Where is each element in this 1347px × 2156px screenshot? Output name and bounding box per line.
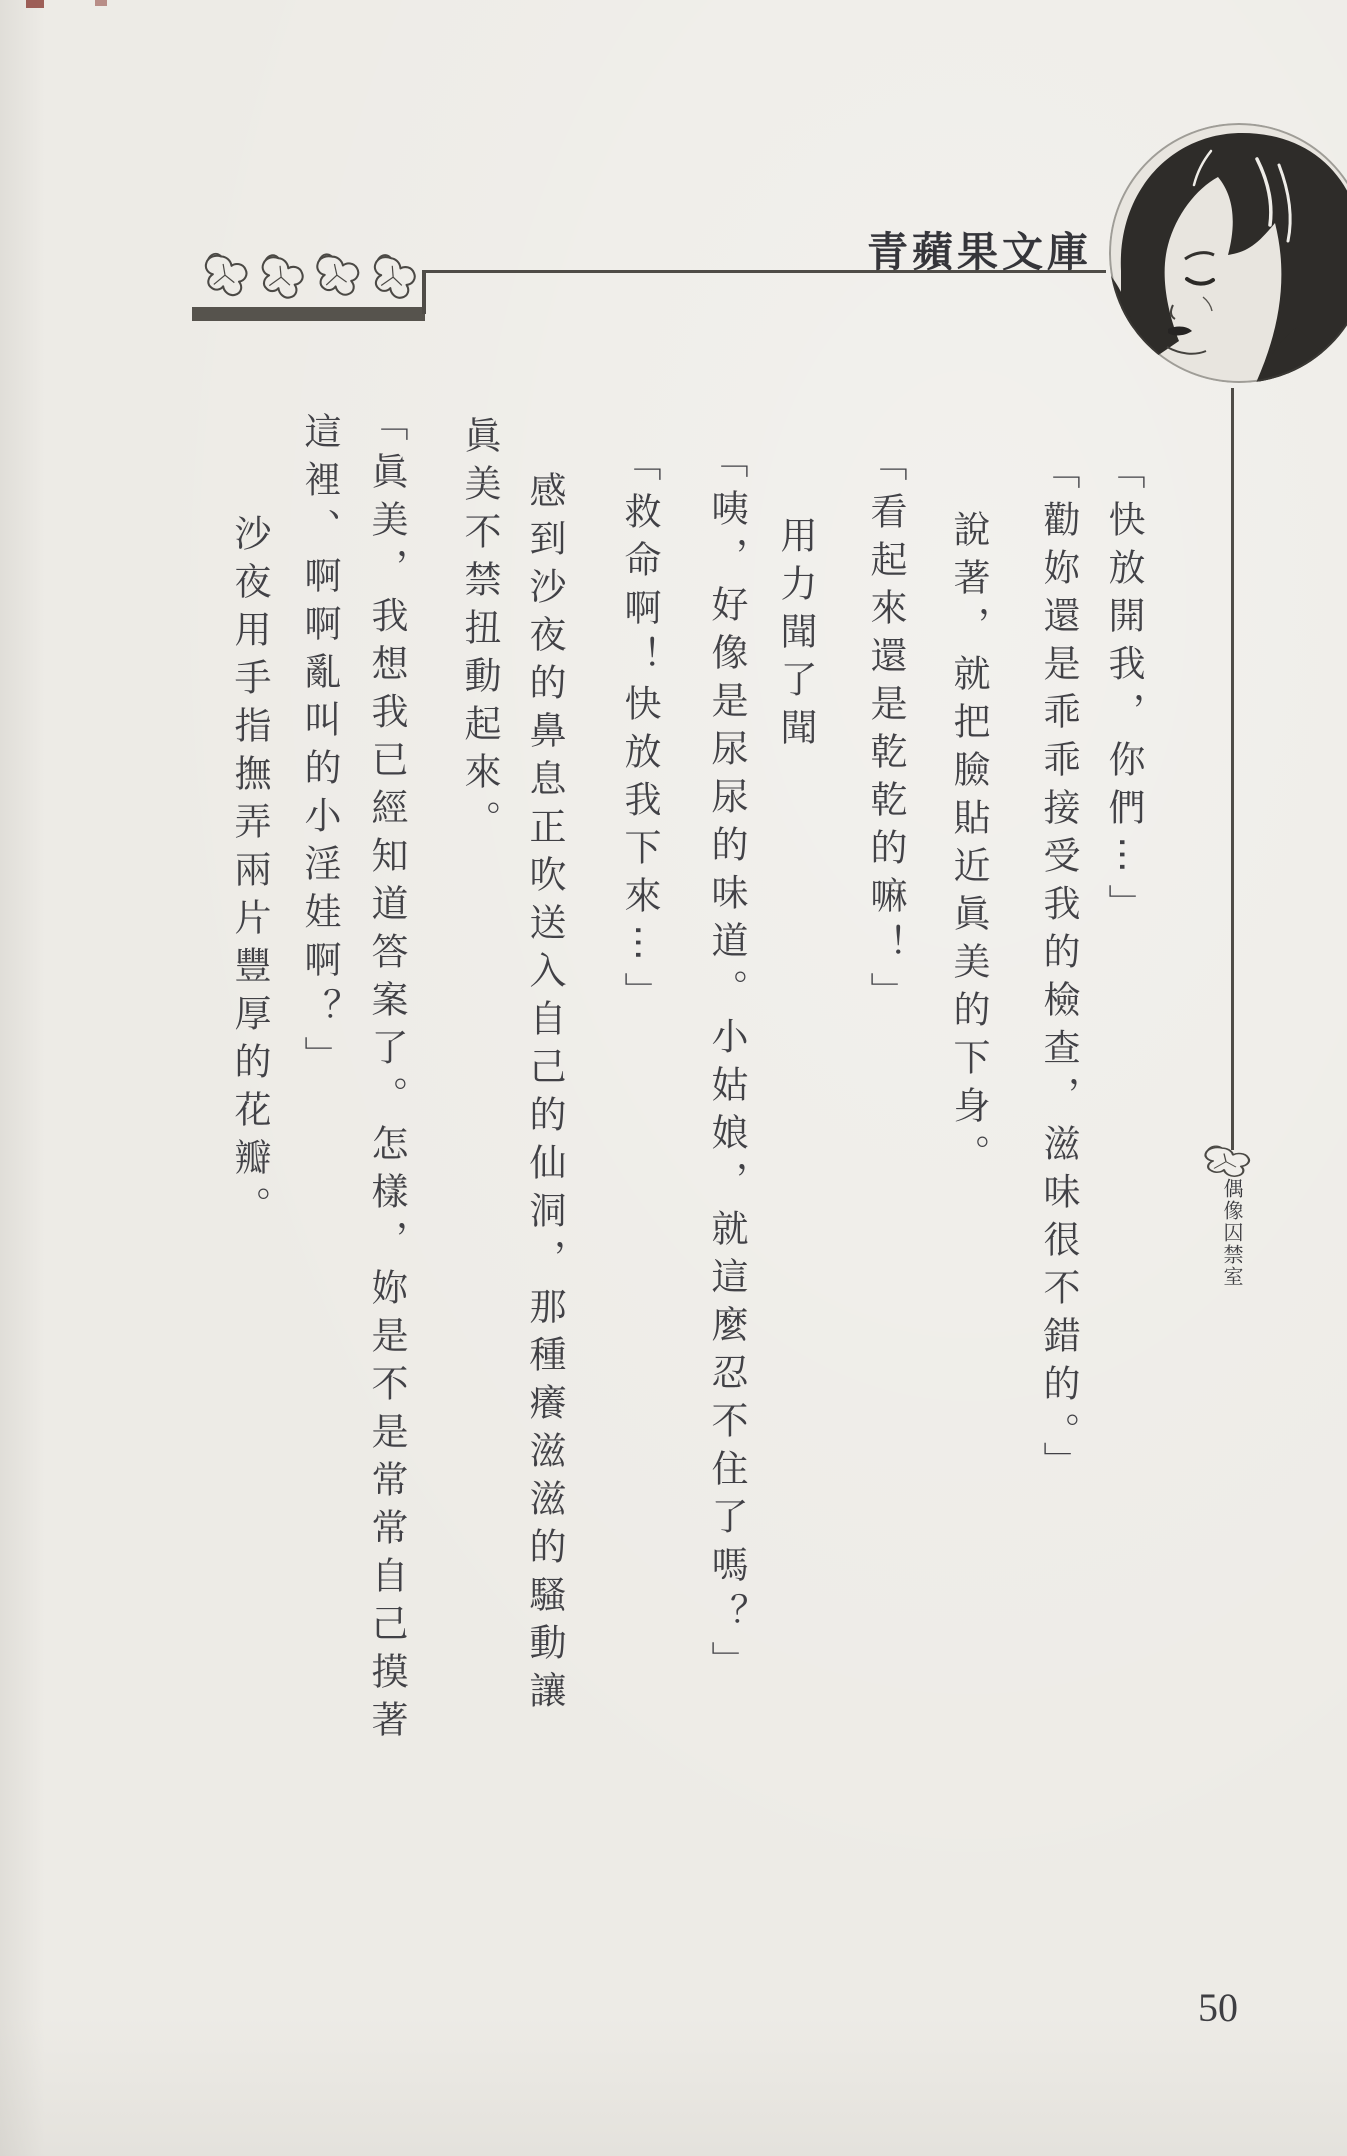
text-column: 「救命啊！快放我下來⋯」 — [618, 444, 659, 1020]
leaf-ornament-icon — [1196, 1144, 1256, 1182]
text-column: 說著，就把臉貼近眞美的下身。 — [947, 510, 988, 1182]
text-column: 「咦，好像是尿尿的味道。小姑娘，就這麼忍不住了嗎？」 — [705, 441, 746, 1689]
leaf-ornament-icon — [251, 250, 311, 308]
text-column: 眞美不禁扭動起來。 — [458, 416, 499, 848]
side-rule — [1231, 388, 1234, 1150]
text-column: 「快放開我，你們⋯」 — [1102, 452, 1143, 932]
page-number: 50 — [1198, 1985, 1238, 2030]
scan-artifact — [26, 0, 44, 8]
text-column: 這裡、啊啊亂叫的小淫娃啊？」 — [298, 412, 339, 1084]
leaf-ornament-icon — [308, 249, 367, 306]
text-column: 「看起來還是乾乾的嘛！」 — [864, 444, 905, 1020]
woman-portrait-icon — [1107, 121, 1347, 385]
text-column: 「勸妳還是乖乖接受我的檢查，滋味很不錯的。」 — [1037, 452, 1078, 1490]
header-rule-connector — [422, 270, 426, 314]
text-column: 用力聞了聞 — [774, 516, 815, 756]
leaf-ornament-icon — [363, 250, 423, 309]
scan-artifact — [95, 0, 107, 6]
chapter-title: 偶像囚禁室 — [1220, 1178, 1242, 1288]
text-column: 沙夜用手指撫弄兩片豐厚的花瓣。 — [228, 514, 269, 1234]
library-label: 青蘋果文庫 — [867, 229, 1092, 275]
leaf-ornament-icon — [197, 250, 253, 304]
header-rule-thick — [192, 307, 425, 321]
text-column: 感到沙夜的鼻息正吹送入自己的仙洞，那種癢滋滋的騷動讓 — [523, 471, 564, 1719]
text-column: 「眞美，我想我已經知道答案了。怎樣，妳是不是常常自己摸著 — [365, 404, 406, 1748]
